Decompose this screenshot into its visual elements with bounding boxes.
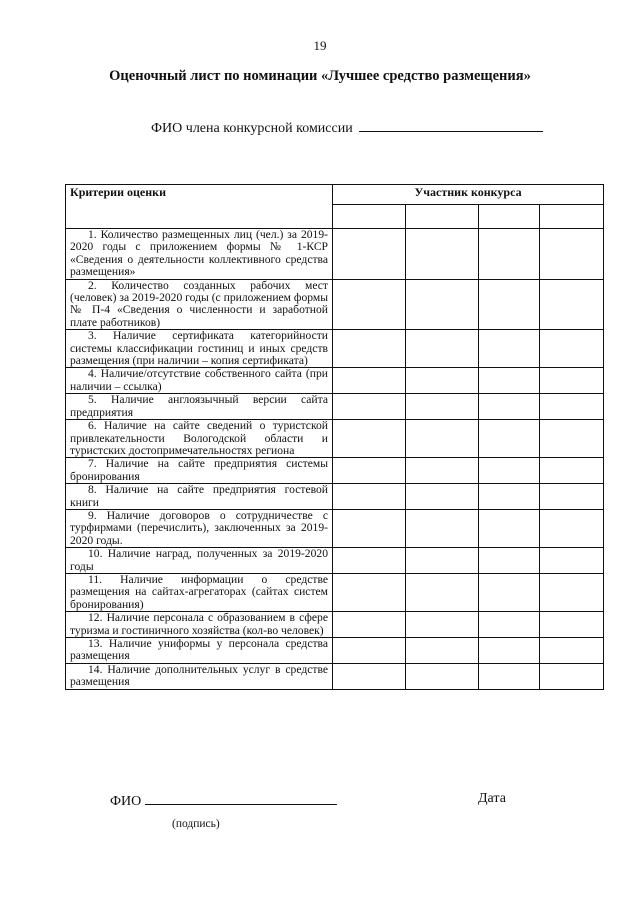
score-cell[interactable] xyxy=(333,420,406,458)
signature-row xyxy=(110,791,337,810)
criteria-text: 9. Наличие договоров о сотрудничестве с турфирмами (перечислить), заключенных за 2019-2020 годы. xyxy=(70,508,328,547)
score-cell[interactable] xyxy=(479,279,540,330)
score-cell[interactable] xyxy=(540,394,604,420)
score-cell[interactable] xyxy=(479,394,540,420)
commission-member-blank[interactable] xyxy=(359,118,543,132)
score-cell[interactable] xyxy=(540,330,604,368)
score-cell[interactable] xyxy=(406,509,479,547)
criteria-cell xyxy=(66,279,333,330)
criteria-cell xyxy=(66,573,333,611)
score-cell[interactable] xyxy=(479,368,540,394)
score-cell[interactable] xyxy=(333,368,406,394)
page-title: Оценочный лист по номинации «Лучшее средство размещения» xyxy=(109,68,531,84)
criteria-header: Критерии оценки xyxy=(66,185,333,229)
score-cell[interactable] xyxy=(333,279,406,330)
criteria-text: 8. Наличие на сайте предприятия гостевой книги xyxy=(70,483,328,509)
criteria-cell xyxy=(66,484,333,510)
score-cell[interactable] xyxy=(333,548,406,574)
criteria-text: 14. Наличие дополнительных услуг в средстве размещения xyxy=(70,662,328,689)
score-cell[interactable] xyxy=(406,573,479,611)
score-cell[interactable] xyxy=(540,229,604,280)
criteria-row xyxy=(66,573,604,611)
evaluation-table xyxy=(65,184,604,690)
score-cell[interactable] xyxy=(406,612,479,638)
score-cell[interactable] xyxy=(479,229,540,280)
commission-member-label: ФИО члена конкурсной комиссии xyxy=(151,121,353,136)
score-cell[interactable] xyxy=(333,663,406,689)
score-cell[interactable] xyxy=(406,420,479,458)
signature-blank[interactable] xyxy=(145,791,337,805)
score-cell[interactable] xyxy=(540,458,604,484)
criteria-cell xyxy=(66,612,333,638)
criteria-text: 7. Наличие на сайте предприятия системы бронирования xyxy=(70,457,328,483)
criteria-cell xyxy=(66,420,333,458)
criteria-row xyxy=(66,509,604,547)
criteria-row xyxy=(66,458,604,484)
score-cell[interactable] xyxy=(540,368,604,394)
criteria-cell xyxy=(66,330,333,368)
fio-label: ФИО xyxy=(110,794,142,809)
criteria-row xyxy=(66,484,604,510)
score-cell[interactable] xyxy=(540,612,604,638)
score-cell[interactable] xyxy=(333,573,406,611)
score-cell[interactable] xyxy=(479,330,540,368)
criteria-row xyxy=(66,368,604,394)
criteria-cell xyxy=(66,638,333,664)
score-cell[interactable] xyxy=(479,548,540,574)
criteria-text: 13. Наличие униформы у персонала средства размещения xyxy=(70,637,328,663)
score-cell[interactable] xyxy=(540,279,604,330)
score-cell[interactable] xyxy=(333,330,406,368)
score-cell[interactable] xyxy=(479,458,540,484)
criteria-text: 10. Наличие наград, полученных за 2019-2020 годы xyxy=(70,547,328,573)
criteria-cell xyxy=(66,548,333,574)
score-cell[interactable] xyxy=(406,663,479,689)
score-cell[interactable] xyxy=(479,420,540,458)
score-cell[interactable] xyxy=(333,638,406,664)
criteria-cell xyxy=(66,394,333,420)
criteria-row xyxy=(66,638,604,664)
participant-subcell xyxy=(479,205,540,229)
criteria-text: 11. Наличие информации о средстве размещения на сайтах-агрегаторах (сайтах систем бронирования) xyxy=(70,572,328,611)
commission-member-line xyxy=(151,118,543,137)
score-cell[interactable] xyxy=(333,509,406,547)
score-cell[interactable] xyxy=(479,509,540,547)
criteria-row xyxy=(66,394,604,420)
score-cell[interactable] xyxy=(540,509,604,547)
score-cell[interactable] xyxy=(540,638,604,664)
score-cell[interactable] xyxy=(406,330,479,368)
date-label: Дата xyxy=(478,791,506,806)
score-cell[interactable] xyxy=(479,573,540,611)
score-cell[interactable] xyxy=(406,638,479,664)
score-cell[interactable] xyxy=(479,663,540,689)
score-cell[interactable] xyxy=(406,229,479,280)
criteria-row xyxy=(66,420,604,458)
criteria-cell xyxy=(66,509,333,547)
criteria-text: 6. Наличие на сайте сведений о туристской привлекательности Вологодской области и туристских достопримечательностях региона xyxy=(70,419,328,457)
participant-subcell xyxy=(333,205,406,229)
criteria-cell xyxy=(66,663,333,689)
criteria-body xyxy=(66,229,604,690)
score-cell[interactable] xyxy=(333,484,406,510)
score-cell[interactable] xyxy=(406,458,479,484)
criteria-row xyxy=(66,612,604,638)
score-cell[interactable] xyxy=(540,548,604,574)
criteria-row xyxy=(66,330,604,368)
score-cell[interactable] xyxy=(333,612,406,638)
criteria-text: 2. Количество созданных рабочих мест (человек) за 2019-2020 годы (с приложением формы № П-4 «Сведения о численности и заработной плате работников) xyxy=(70,278,328,329)
criteria-cell xyxy=(66,229,333,280)
criteria-text: 3. Наличие сертификата категорийности системы классификации гостиниц и иных средств размещения (при наличии – копия сертификата) xyxy=(70,329,328,368)
criteria-text: 1. Количество размещенных лиц (чел.) за 2019-2020 годы с приложением формы № 1-КСР «Сведения о деятельности коллективного средства размещения» xyxy=(70,228,328,279)
participant-subcell xyxy=(406,205,479,229)
score-cell[interactable] xyxy=(540,573,604,611)
score-cell[interactable] xyxy=(406,484,479,510)
score-cell[interactable] xyxy=(479,612,540,638)
score-cell[interactable] xyxy=(406,368,479,394)
criteria-row xyxy=(66,548,604,574)
criteria-text: 12. Наличие персонала с образованием в сфере туризма и гостиничного хозяйства (кол-во человек) xyxy=(70,611,328,637)
participant-header: Участник конкурса xyxy=(333,185,604,205)
score-cell[interactable] xyxy=(333,458,406,484)
score-cell[interactable] xyxy=(333,229,406,280)
score-cell[interactable] xyxy=(406,279,479,330)
score-cell[interactable] xyxy=(406,394,479,420)
criteria-row xyxy=(66,229,604,280)
signature-hint: (подпись) xyxy=(172,818,220,830)
page-number: 19 xyxy=(313,38,327,53)
score-cell[interactable] xyxy=(540,663,604,689)
score-cell[interactable] xyxy=(540,484,604,510)
score-cell[interactable] xyxy=(479,484,540,510)
criteria-cell xyxy=(66,368,333,394)
score-cell[interactable] xyxy=(406,548,479,574)
criteria-text: 5. Наличие англоязычный версии сайта предприятия xyxy=(70,393,328,419)
criteria-row xyxy=(66,663,604,689)
criteria-row xyxy=(66,279,604,330)
criteria-text: 4. Наличие/отсутствие собственного сайта (при наличии – ссылка) xyxy=(70,367,328,393)
score-cell[interactable] xyxy=(479,638,540,664)
score-cell[interactable] xyxy=(540,420,604,458)
participant-subcell xyxy=(540,205,604,229)
score-cell[interactable] xyxy=(333,394,406,420)
criteria-cell xyxy=(66,458,333,484)
